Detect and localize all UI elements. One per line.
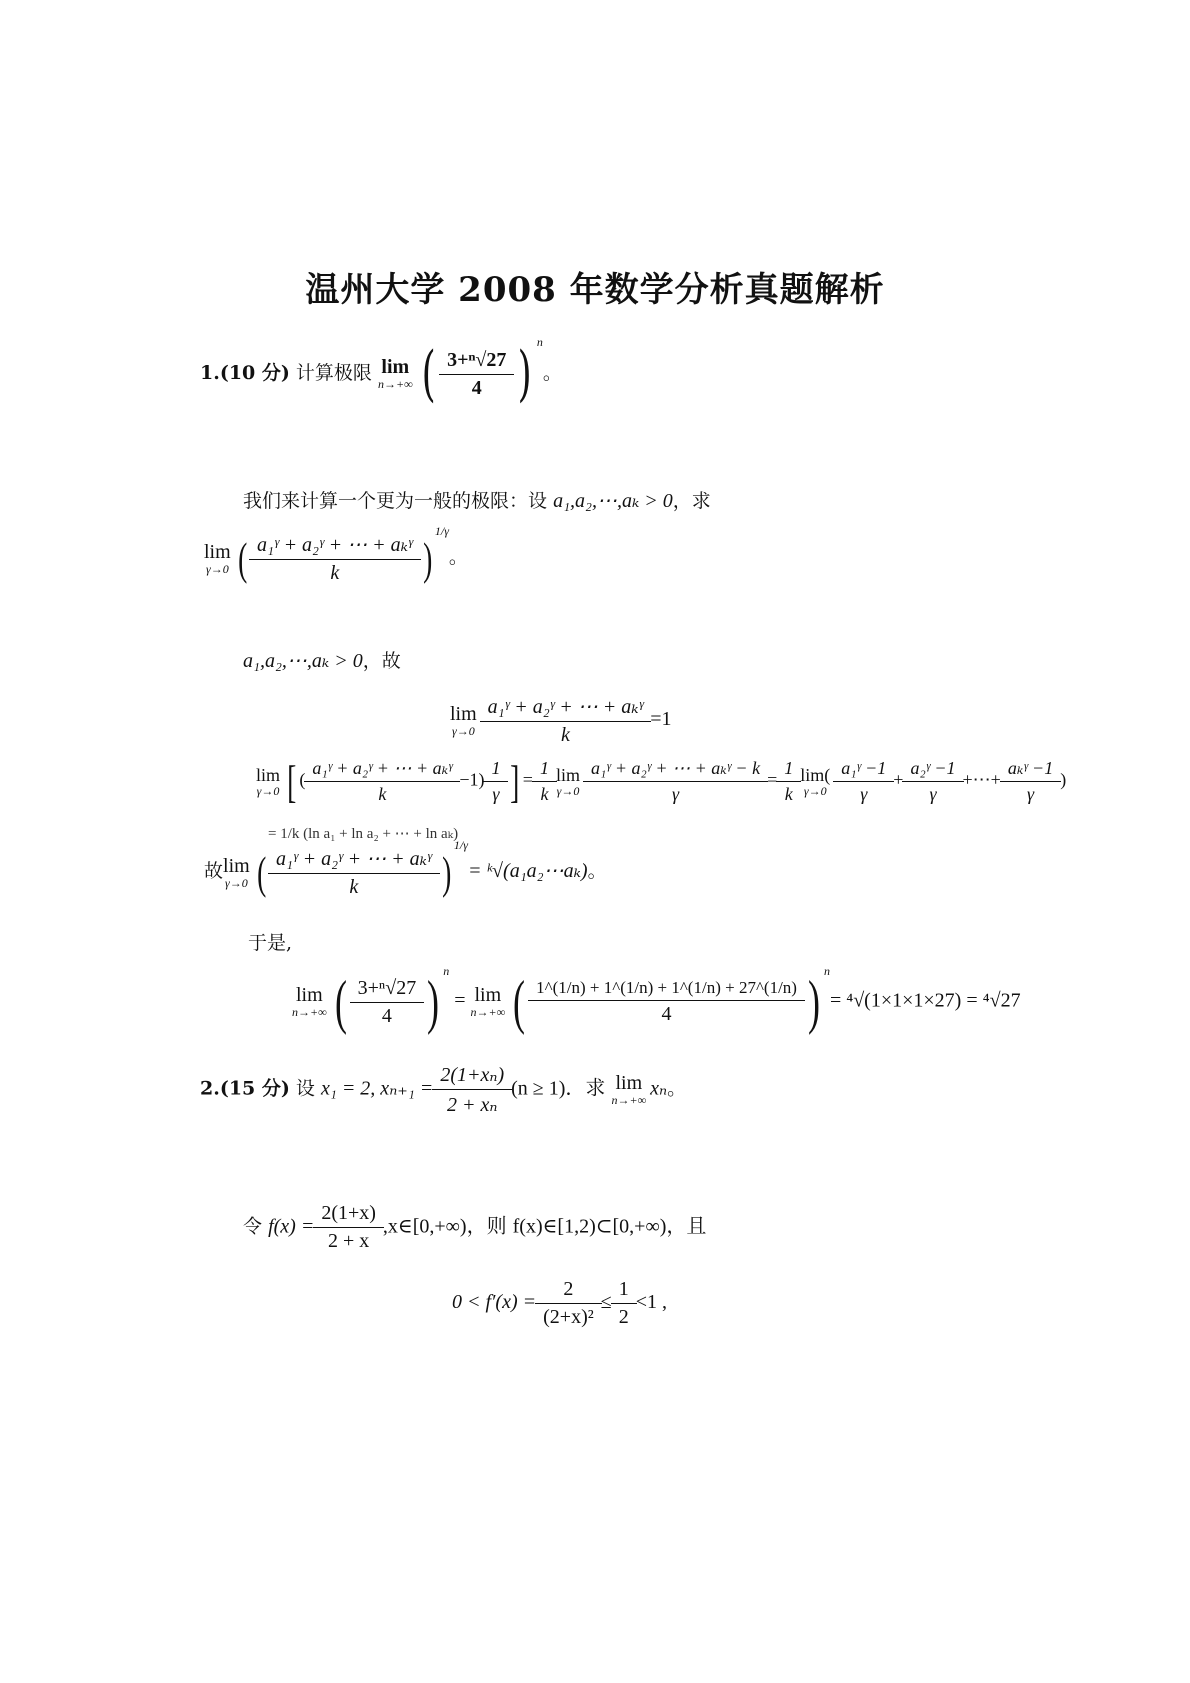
q1-power: n xyxy=(536,334,543,349)
s1-eq2-lim-sub: γ→0 xyxy=(256,783,280,798)
s2-den: 2 + x xyxy=(313,1227,384,1253)
s1-eq3-num: a₁ᵞ + a₂ᵞ + ⋯ + aₖᵞ xyxy=(276,848,432,870)
s1-eq2-k-num: 1 xyxy=(539,758,549,778)
s2-deriv-end: <1 , xyxy=(635,1291,667,1314)
s1-eq2-tk-den: γ xyxy=(1000,781,1061,805)
q2-lim-expr: xₙ xyxy=(650,1077,668,1100)
s1-eq2-mid-fraction xyxy=(587,758,764,805)
s1-eq2-t2 xyxy=(906,758,959,805)
s1-gen-power: 1/γ xyxy=(434,524,449,539)
q2-end: 。 xyxy=(667,1077,687,1100)
s1-eq2-left-fraction xyxy=(308,758,456,805)
q2-den: 2 + xₙ xyxy=(432,1089,512,1117)
s2-half-fraction xyxy=(615,1278,633,1329)
q1-lim-word: lim xyxy=(381,356,410,378)
s1-eq3-rparen: ) xyxy=(441,846,451,898)
s1-final-power1: n xyxy=(443,963,450,978)
s1-gen-lparen: ( xyxy=(237,532,247,584)
s1-eq2-tk-num: aₖᵞ −1 xyxy=(1007,758,1054,778)
s1-eq2-tail: = 1/k (ln a₁ + ln a₂ + ⋯ + ln aₖ) xyxy=(268,826,459,842)
s1-eq2-eq2: = xyxy=(767,769,778,790)
s2-deriv-lhs: 0 < f′(x) = xyxy=(452,1291,537,1314)
s1-condition: a₁,a₂,⋯,aₖ > 0 xyxy=(553,490,673,512)
page-title: 温州大学 2008 年数学分析真题解析 xyxy=(305,270,885,310)
s1-final-lim2-sub: n→+∞ xyxy=(470,1005,506,1019)
s1-line2-cond: a₁,a₂,⋯,aₖ > 0 xyxy=(243,650,363,672)
s1-eq2: lim γ→0 [ ( $\frac{\text{a₁ᵞ + a₂ᵞ + ⋯ + aₖᵞ}}{k}$ −1) $\frac{1}{\gamma}$ ] = $\frac{1}{k}$ lim γ→0 $\frac{\text{a₁ᵞ + a₂ᵞ + ⋯ + aₖᵞ − k}}{\gamma}$ = $\frac{1}{k}$ lim( γ→0 $\frac{\text{a₁ᵞ −1}}{\gamma}$ + $\frac{\text{a₂ᵞ −1}}{\gamma}$ +⋯+ $\frac{\text{aₖᵞ −1}}{\gamma}$ ) xyxy=(256,755,1067,807)
s2-deriv-den: (2+x)² xyxy=(535,1303,602,1329)
s2-num: 2(1+x) xyxy=(321,1202,376,1224)
s1-final-power2: n xyxy=(823,963,830,978)
question-2 xyxy=(200,1062,686,1117)
s1-gen-end: 。 xyxy=(448,547,468,569)
s1-eq2-t2-den: γ xyxy=(902,781,963,805)
s1-gen-fraction xyxy=(253,532,417,585)
s1-ask: ，求 xyxy=(672,490,711,512)
s1-gen-lim-sub: γ→0 xyxy=(205,561,229,576)
q1-lparen: ( xyxy=(421,339,436,409)
s1-final-mid-fraction xyxy=(532,978,801,1026)
s1-eq2-t2-num: a₂ᵞ −1 xyxy=(910,758,956,778)
s1-eq2-lim2: lim γ→0 xyxy=(555,764,580,798)
s1-eq3-gu: 故 xyxy=(204,861,224,883)
s1-gen-den: k xyxy=(249,559,421,585)
q2-cond: (n ≥ 1)．求 xyxy=(511,1077,606,1100)
q2-label: 2.(15 分) xyxy=(200,1077,290,1100)
s1-eq3 xyxy=(204,838,607,899)
s1-eq2-lim3: lim( γ→0 xyxy=(800,764,831,798)
s1-eq2-mid-den: γ xyxy=(583,781,768,805)
s1-final-mid-den: 4 xyxy=(528,1000,805,1026)
s2-line1 xyxy=(243,1202,706,1253)
s1-eq1-den: k xyxy=(480,721,652,747)
q2-set: 设 xyxy=(295,1077,315,1100)
s1-eq3-lim: lim γ→0 xyxy=(223,854,250,890)
q2-fraction xyxy=(436,1062,508,1117)
q1-end: 。 xyxy=(542,362,562,384)
s1-final-left-fraction xyxy=(354,977,421,1028)
s2-derivative xyxy=(452,1278,667,1329)
s1-final-lparen1: ( xyxy=(334,969,347,1035)
s1-final-lim1: lim n→+∞ xyxy=(292,984,327,1019)
s1-eq2-mid-num: a₁ᵞ + a₂ᵞ + ⋯ + aₖᵞ − k xyxy=(590,758,761,778)
q2-x1: x₁ = 2, xₙ₊₁ = xyxy=(320,1077,434,1100)
s2-deriv-num: 2 xyxy=(563,1278,574,1300)
s1-intro xyxy=(243,486,711,513)
s1-eq2-t1-den: γ xyxy=(833,781,894,805)
s1-eq2-k2-fraction xyxy=(780,758,797,805)
s1-final-rhs: = ⁴√(1×1×1×27) = ⁴√27 xyxy=(829,989,1021,1012)
q1-lim xyxy=(378,356,413,392)
s1-yushi: 于是, xyxy=(248,932,293,954)
s1-eq2-k2-num: 1 xyxy=(784,758,794,778)
q1-rparen: ) xyxy=(518,339,533,409)
s1-eq1 xyxy=(450,694,671,747)
s1-eq2-rbracket: ] xyxy=(510,755,520,807)
s1-eq2-gamma: γ xyxy=(483,781,508,805)
s1-final-lim1-sub: n→+∞ xyxy=(292,1005,327,1019)
q1-fraction xyxy=(443,349,510,400)
s1-eq1-lim-sub: γ→0 xyxy=(451,723,475,738)
s2-half-num: 1 xyxy=(618,1278,629,1300)
s1-general-limit xyxy=(204,524,468,585)
s2-fraction xyxy=(317,1202,380,1253)
q2-lim-sub: n→+∞ xyxy=(611,1092,647,1107)
s1-eq1-rhs: =1 xyxy=(650,708,672,731)
s1-intro-text: 我们来计算一个更为一般的极限：设 xyxy=(243,490,548,512)
s2-ling: 令 xyxy=(243,1215,263,1238)
s1-gen-num: a₁ᵞ + a₂ᵞ + ⋯ + aₖᵞ xyxy=(257,534,413,556)
s1-eq1-lim: lim γ→0 xyxy=(450,702,477,738)
s1-eq2-k-den: k xyxy=(532,781,557,805)
q1-label: 1.(10 分) xyxy=(200,362,290,384)
s1-eq2-t1-num: a₁ᵞ −1 xyxy=(841,758,887,778)
s2-half-den: 2 xyxy=(611,1303,637,1329)
s1-eq1-fraction xyxy=(484,694,648,747)
s1-eq1-num: a₁ᵞ + a₂ᵞ + ⋯ + aₖᵞ xyxy=(487,696,644,718)
s1-eq3-rhs: = ᵏ√(a₁a₂⋯aₖ) xyxy=(467,860,588,883)
s1-eq2-lim2-sub: γ→0 xyxy=(556,783,580,798)
s1-eq3-power: 1/γ xyxy=(453,838,468,853)
s1-eq2-gamma-fraction xyxy=(487,758,504,805)
s1-eq3-fraction xyxy=(272,846,436,899)
s1-eq2-t1 xyxy=(837,758,890,805)
q2-num: 2(1+xₙ) xyxy=(440,1064,505,1086)
s1-eq2-left-den: k xyxy=(304,781,460,805)
s2-range: f(x)∈[1,2)⊂[0,+∞)，且 xyxy=(512,1215,707,1238)
s2-domain: ,x∈[0,+∞)，则 xyxy=(382,1215,507,1238)
s1-eq2-left-num: a₁ᵞ + a₂ᵞ + ⋯ + aₖᵞ xyxy=(312,758,453,778)
s1-eq3-end: 。 xyxy=(587,861,607,883)
q1-numerator: 3+ⁿ√27 xyxy=(447,348,507,371)
s1-final-rparen2: ) xyxy=(807,969,820,1035)
s1-eq2-k2-den: k xyxy=(776,781,801,805)
s1-eq2-lim3-sub: γ→0 xyxy=(803,783,827,798)
s1-eq2-dots: +⋯+ xyxy=(962,769,1001,790)
s1-eq2-one: 1 xyxy=(491,758,501,778)
s1-eq2-minus: −1) xyxy=(459,769,485,790)
s1-final-left-den: 4 xyxy=(350,1002,425,1028)
q1-prompt: 计算极限 xyxy=(295,362,372,384)
s2-fx: f(x) = xyxy=(268,1215,315,1238)
q2-lim: lim n→+∞ xyxy=(611,1071,647,1107)
s1-eq2-eq: = xyxy=(522,769,533,790)
s1-eq2-lim: lim γ→0 xyxy=(256,764,281,798)
s1-eq3-den: k xyxy=(268,873,440,899)
s1-line2-word: ，故 xyxy=(362,650,401,672)
q1-denominator: 4 xyxy=(439,374,514,400)
s1-final-lim2: lim n→+∞ xyxy=(470,984,506,1019)
s1-final-left-num: 3+ⁿ√27 xyxy=(357,976,417,999)
s1-line2 xyxy=(243,646,401,673)
s1-final-lparen2: ( xyxy=(513,969,526,1035)
s1-final-mid-num: 1^(1/n) + 1^(1/n) + 1^(1/n) + 27^(1/n) xyxy=(536,978,797,997)
s1-gen-lim: lim γ→0 xyxy=(204,540,231,576)
s2-deriv-fraction xyxy=(539,1278,598,1329)
s1-final-rparen1: ) xyxy=(427,969,440,1035)
question-1 xyxy=(200,334,562,409)
q1-lim-sub: n→+∞ xyxy=(377,377,413,391)
s1-eq2-lbracket: [ xyxy=(287,755,297,807)
s1-eq3-lim-sub: γ→0 xyxy=(224,875,248,890)
s1-final: lim n→+∞ ( $\frac{\text{3+ⁿ√27}}{4}$ ) $^n$ = lim n→+∞ ( $\frac{1\^{}(1/n) + 1\^{}(1/n) + 1\^{}(1/n) + 27\^{}(1/n)}{4}$ ) $^n$= ⁴√(1×1×1×27) = ⁴√27 xyxy=(292,963,1021,1035)
s1-gen-rparen: ) xyxy=(422,532,432,584)
s1-eq2-tk xyxy=(1004,758,1057,805)
s1-eq2-k-fraction xyxy=(536,758,553,805)
s1-eq3-lparen: ( xyxy=(256,846,266,898)
s2-deriv-rhs: ≤ xyxy=(600,1291,612,1314)
